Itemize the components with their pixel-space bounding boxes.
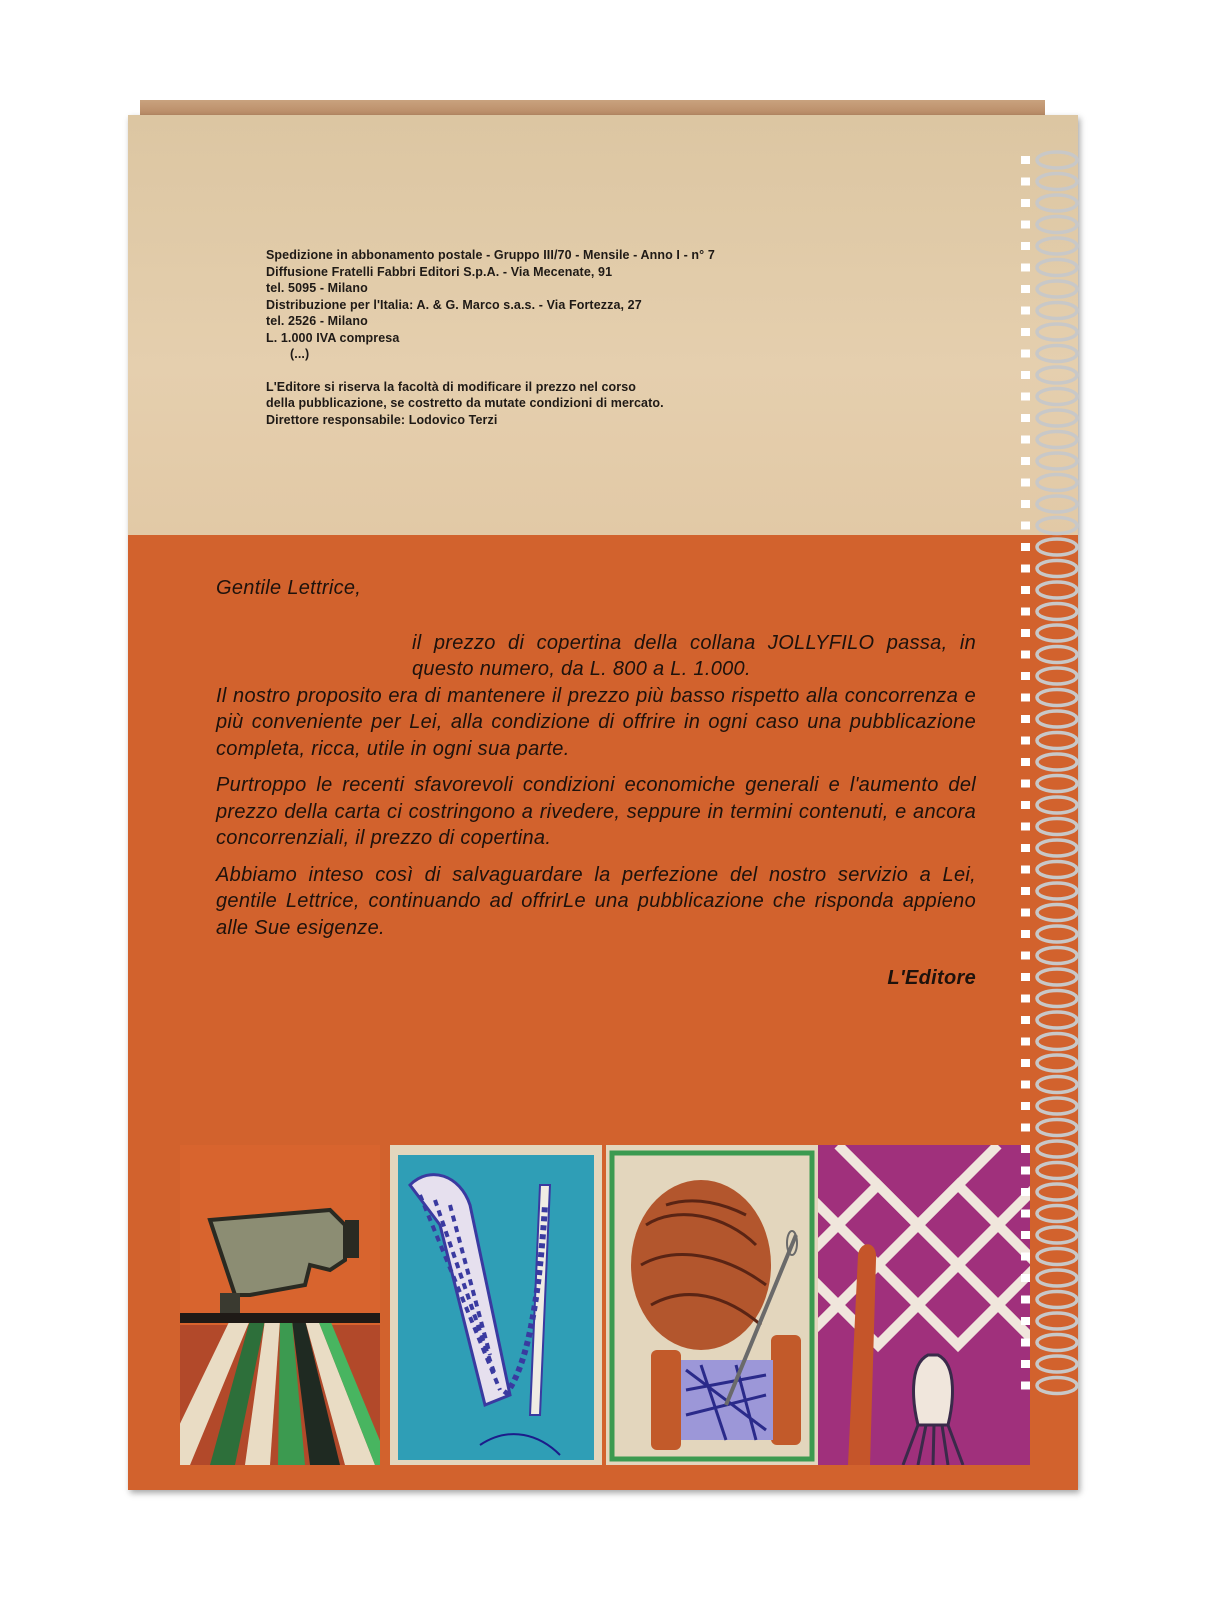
binding-hole xyxy=(1021,737,1030,745)
spiral-loop xyxy=(1037,797,1077,813)
binding-hole xyxy=(1021,500,1030,508)
notice-line: L'Editore si riserva la facoltà di modificare il prezzo nel corso xyxy=(266,379,637,394)
spiral-loop xyxy=(1037,1055,1077,1071)
spiral-loop xyxy=(1037,1335,1077,1351)
spiral-loop xyxy=(1037,690,1077,706)
binding-hole xyxy=(1021,264,1030,272)
binding-hole xyxy=(1021,393,1030,401)
imprint-line: Spedizione in abbonamento postale - Gruppo III/70 - Mensile - Anno I - n° 7 xyxy=(266,248,715,262)
binding-hole xyxy=(1021,242,1030,250)
spiral-loop xyxy=(1037,582,1077,598)
binding-hole xyxy=(1021,586,1030,594)
binding-hole xyxy=(1021,1188,1030,1196)
letter-paragraph-2: Purtroppo le recenti sfavorevoli condizioni economiche generali e l'aumento del prezzo della carta ci costringono a rivedere, seppure in termini contenuti, e ancora concorrenziali, il prezzo di copertina. xyxy=(216,774,976,849)
binding-hole xyxy=(1021,715,1030,723)
spiral-loop xyxy=(1037,518,1077,534)
spiral-loop xyxy=(1037,711,1077,727)
notice-line: della pubblicazione, se costretto da mutate condizioni di mercato. xyxy=(266,396,664,410)
binding-hole xyxy=(1021,350,1030,358)
binding-hole xyxy=(1021,307,1030,315)
spiral-loop xyxy=(1037,733,1077,749)
spiral-loop xyxy=(1037,389,1077,405)
spiral-binding xyxy=(1015,150,1085,1430)
spiral-loop xyxy=(1037,604,1077,620)
spiral-loop xyxy=(1037,1249,1077,1265)
spiral-loop xyxy=(1037,1378,1077,1394)
binding-hole xyxy=(1021,414,1030,422)
binding-hole xyxy=(1021,285,1030,293)
spiral-loop xyxy=(1037,948,1077,964)
spiral-loop xyxy=(1037,862,1077,878)
binding-hole xyxy=(1021,1102,1030,1110)
imprint-line: tel. 5095 - Milano xyxy=(266,281,368,295)
binding-hole xyxy=(1021,758,1030,766)
spiral-loop xyxy=(1037,539,1077,555)
binding-hole xyxy=(1021,995,1030,1003)
binding-hole xyxy=(1021,221,1030,229)
spiral-loop xyxy=(1037,969,1077,985)
letter-greeting: Gentile Lettrice, xyxy=(216,577,362,599)
spiral-loop xyxy=(1037,1206,1077,1222)
binding-hole xyxy=(1021,823,1030,831)
binding-hole xyxy=(1021,1274,1030,1282)
spiral-loop xyxy=(1037,1356,1077,1372)
binding-hole xyxy=(1021,1339,1030,1347)
binding-hole xyxy=(1021,457,1030,465)
spiral-loop xyxy=(1037,238,1077,254)
binding-hole xyxy=(1021,1167,1030,1175)
binding-hole xyxy=(1021,565,1030,573)
spiral-loop xyxy=(1037,1098,1077,1114)
imprint-panel xyxy=(128,115,1078,535)
spiral-loop xyxy=(1037,883,1077,899)
spiral-loop xyxy=(1037,776,1077,792)
binding-hole xyxy=(1021,543,1030,551)
binding-hole xyxy=(1021,780,1030,788)
crochet-lace-illustration xyxy=(818,1145,1030,1465)
publisher-letter xyxy=(216,575,976,992)
imprint-line: Diffusione Fratelli Fabbri Editori S.p.A. - Via Mecenate, 91 xyxy=(266,264,613,279)
sewing-machine-illustration xyxy=(180,1145,380,1465)
binding-hole xyxy=(1021,909,1030,917)
binding-hole xyxy=(1021,1360,1030,1368)
spiral-loop xyxy=(1037,217,1077,233)
spiral-loop xyxy=(1037,1313,1077,1329)
spiral-loop xyxy=(1037,840,1077,856)
binding-hole xyxy=(1021,1317,1030,1325)
spiral-loop xyxy=(1037,1034,1077,1050)
spiral-loop xyxy=(1037,174,1077,190)
spiral-loop xyxy=(1037,1120,1077,1136)
binding-hole xyxy=(1021,672,1030,680)
spiral-loop xyxy=(1037,152,1077,168)
binding-hole xyxy=(1021,1382,1030,1390)
spiral-loop xyxy=(1037,1292,1077,1308)
binding-hole xyxy=(1021,629,1030,637)
spiral-loop xyxy=(1037,625,1077,641)
letter-paragraph-3: Abbiamo inteso così di salvaguardare la perfezione del nostro servizio a Lei, gentile Lettrice, continuando ad offrirLe una pubblicazione che risponda appieno alle Sue esigenze. xyxy=(216,863,976,939)
binding-hole xyxy=(1021,1038,1030,1046)
spiral-loop xyxy=(1037,367,1077,383)
binding-hole xyxy=(1021,1059,1030,1067)
binding-hole xyxy=(1021,1210,1030,1218)
imprint-line: Distribuzione per l'Italia: A. & G. Marco s.a.s. - Via Fortezza, 27 xyxy=(266,297,642,312)
binding-hole xyxy=(1021,199,1030,207)
spiral-loop xyxy=(1037,1141,1077,1157)
spiral-loop xyxy=(1037,561,1077,577)
binding-hole xyxy=(1021,930,1030,938)
binding-hole xyxy=(1021,651,1030,659)
spiral-loop xyxy=(1037,991,1077,1007)
binding-hole xyxy=(1021,952,1030,960)
spiral-loop xyxy=(1037,303,1077,319)
spiral-loop xyxy=(1037,432,1077,448)
spiral-loop xyxy=(1037,281,1077,297)
binding-hole xyxy=(1021,801,1030,809)
spiral-loop xyxy=(1037,1077,1077,1093)
letter-paragraph-1b: Il nostro proposito era di mantenere il prezzo più basso rispetto alla concorrenza e più conveniente per Lei, alla condizione di offrire in ogni caso una pubblicazione completa, ricca, utile in ogni sua parte. xyxy=(216,684,976,760)
yarn-spool-illustration xyxy=(606,1145,818,1465)
binding-hole xyxy=(1021,866,1030,874)
binding-hole xyxy=(1021,1016,1030,1024)
spiral-loop xyxy=(1037,1163,1077,1179)
imprint-ellipsis: (...) xyxy=(290,347,310,361)
spiral-loop xyxy=(1037,668,1077,684)
spiral-loop xyxy=(1037,1227,1077,1243)
binding-hole xyxy=(1021,887,1030,895)
binding-hole xyxy=(1021,156,1030,164)
binding-hole xyxy=(1021,694,1030,702)
binding-hole xyxy=(1021,1296,1030,1304)
binding-hole xyxy=(1021,973,1030,981)
binding-hole xyxy=(1021,1124,1030,1132)
letter-paragraph-1: il prezzo di copertina della collana JOLLYFILO passa, in questo numero, da L. 800 a L. 1.000. xyxy=(412,631,976,680)
spiral-loop xyxy=(1037,1270,1077,1286)
notebook-back-cover xyxy=(128,115,1078,1490)
imprint-block xyxy=(266,247,826,428)
spiral-loop xyxy=(1037,346,1077,362)
spiral-loop xyxy=(1037,819,1077,835)
binding-hole xyxy=(1021,1231,1030,1239)
spiral-loop xyxy=(1037,647,1077,663)
spiral-loop xyxy=(1037,260,1077,276)
spiral-loop xyxy=(1037,195,1077,211)
binding-hole xyxy=(1021,522,1030,530)
knitting-illustration xyxy=(390,1145,602,1465)
spiral-loop xyxy=(1037,475,1077,491)
spiral-loop xyxy=(1037,496,1077,512)
binding-hole xyxy=(1021,1145,1030,1153)
spiral-loop xyxy=(1037,754,1077,770)
binding-hole xyxy=(1021,479,1030,487)
binding-hole xyxy=(1021,178,1030,186)
binding-hole xyxy=(1021,1081,1030,1089)
spiral-loop xyxy=(1037,1184,1077,1200)
spiral-loop xyxy=(1037,453,1077,469)
binding-hole xyxy=(1021,328,1030,336)
letter-signature: L'Editore xyxy=(887,967,976,989)
binding-hole xyxy=(1021,844,1030,852)
spiral-loop xyxy=(1037,905,1077,921)
spiral-loop xyxy=(1037,324,1077,340)
spiral-loop xyxy=(1037,1012,1077,1028)
binding-hole xyxy=(1021,436,1030,444)
binding-hole xyxy=(1021,1253,1030,1261)
imprint-line: tel. 2526 - Milano xyxy=(266,314,368,328)
imprint-price: L. 1.000 IVA compresa xyxy=(266,330,400,345)
spiral-loop xyxy=(1037,410,1077,426)
spiral-loop xyxy=(1037,926,1077,942)
director-line: Direttore responsabile: Lodovico Terzi xyxy=(266,412,498,427)
binding-hole xyxy=(1021,371,1030,379)
binding-hole xyxy=(1021,608,1030,616)
